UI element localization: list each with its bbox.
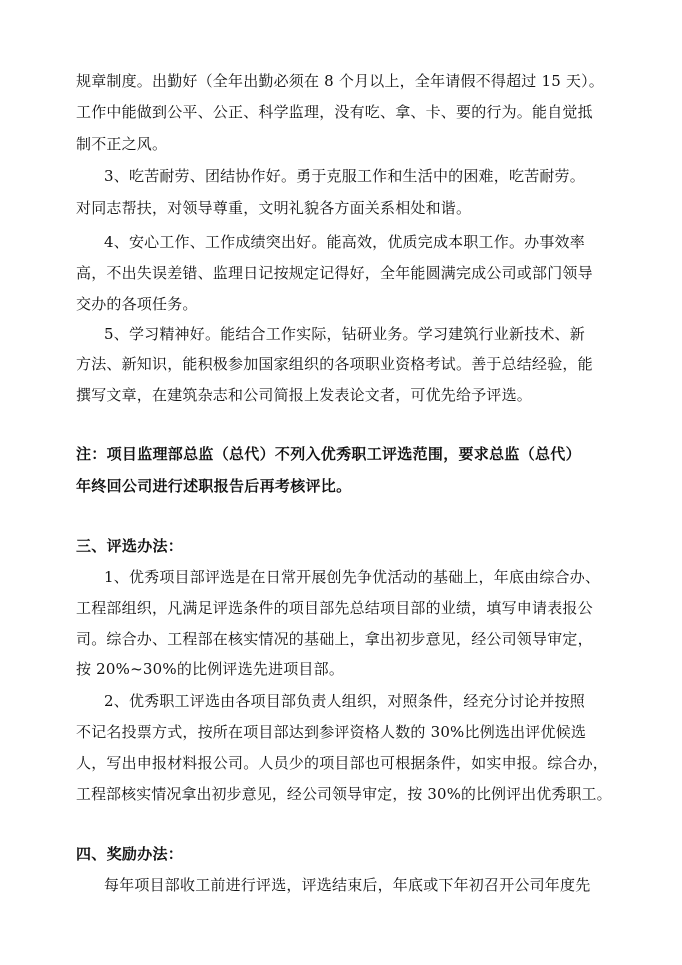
text-line: 不记名投票方式，按所在项目部达到参评资格人数的 30%比例选出评优候选 — [76, 723, 587, 741]
note-line: 注：项目监理部总监（总代）不列入优秀职工评选范围，要求总监（总代） — [76, 445, 581, 463]
text-line: 工作中能做到公平、公正、科学监理，没有吃、拿、卡、要的行为。能自觉抵 — [76, 103, 593, 121]
text-line: 对同志帮扶，对领导尊重，文明礼貌各方面关系相处和谐。 — [76, 199, 472, 217]
text-line: 方法、新知识，能积极参加国家组织的各项职业资格考试。善于总结经验，能 — [76, 355, 593, 373]
text-line: 撰写文章，在建筑杂志和公司简报上发表论文者，可优先给予评选。 — [76, 386, 533, 404]
text-line: 3、吃苦耐劳、团结协作好。勇于克服工作和生活中的困难，吃苦耐劳。 — [104, 167, 585, 185]
text-line: 按 20%~30%的比例评选先进项目部。 — [76, 660, 345, 678]
text-line: 4、安心工作、工作成绩突出好。能高效，优质完成本职工作。办事效率 — [104, 233, 585, 251]
text-line: 高，不出失误差错、监理日记按规定记得好，全年能圆满完成公司或部门领导 — [76, 264, 593, 282]
text-line: 工程部核实情况拿出初步意见，经公司领导审定，按 30%的比例评出优秀职工。 — [76, 785, 612, 803]
text-line: 规章制度。出勤好（全年出勤必须在 8 个月以上，全年请假不得超过 15 天）。 — [76, 72, 605, 90]
text-line: 5、学习精神好。能结合工作实际，钻研业务。学习建筑行业新技术、新 — [104, 325, 585, 343]
text-line: 1、优秀项目部评选是在日常开展创先争优活动的基础上，年底由综合办、 — [104, 568, 601, 586]
text-line: 制不正之风。 — [76, 135, 168, 153]
text-line: 工程部组织，凡满足评选条件的项目部先总结项目部的业绩，填写申请表报公 — [76, 599, 593, 617]
note-line: 年终回公司进行述职报告后再考核评比。 — [76, 477, 352, 495]
text-line: 每年项目部收工前进行评选，评选结束后，年底或下年初召开公司年度先 — [104, 876, 591, 894]
text-line: 交办的各项任务。 — [76, 295, 198, 313]
text-line: 2、优秀职工评选由各项目部负责人组织，对照条件，经充分讨论并按照 — [104, 692, 585, 710]
section-heading: 三、评选办法： — [76, 537, 184, 555]
section-heading: 四、奖励办法： — [76, 845, 184, 863]
text-line: 司。综合办、工程部在核实情况的基础上，拿出初步意见，经公司领导审定， — [76, 630, 593, 648]
text-line: 人，写出申报材料报公司。人员少的项目部也可根据条件，如实申报。综合办， — [76, 754, 609, 772]
